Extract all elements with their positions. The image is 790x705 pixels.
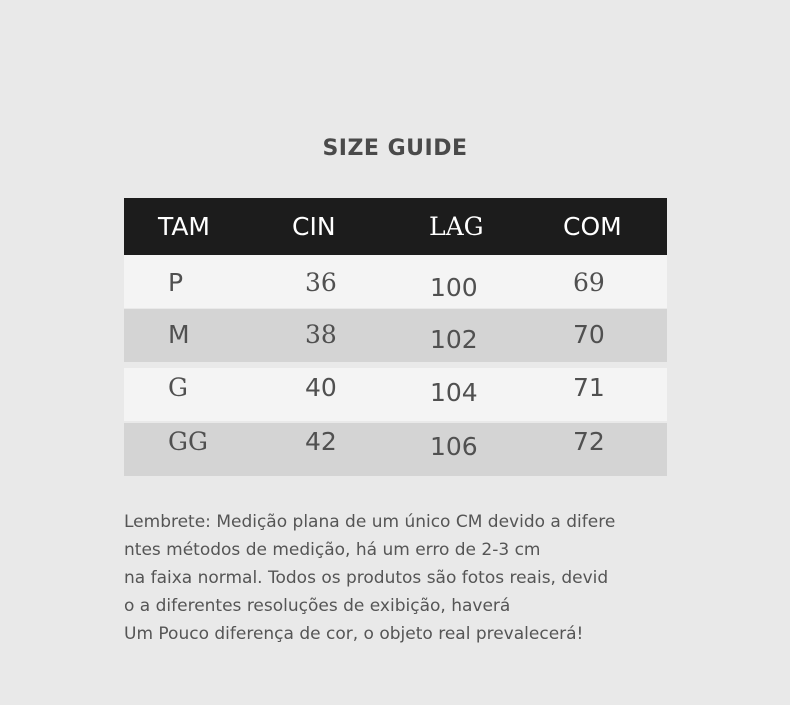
size-guide-table	[124, 198, 667, 476]
cell-lag: 104	[430, 378, 478, 407]
cell-cin: 38	[305, 320, 337, 349]
table-row	[124, 255, 667, 308]
note-line: Lembrete: Medição plana de um único CM devido a difere	[124, 512, 616, 532]
page-title: SIZE GUIDE	[322, 136, 468, 161]
cell-com: 69	[573, 268, 605, 297]
table-header-row	[124, 198, 667, 255]
cell-size: GG	[168, 427, 208, 456]
cell-lag: 100	[430, 273, 478, 302]
cell-com: 72	[573, 427, 605, 456]
header-lag: LAG	[429, 212, 484, 241]
note-line: na faixa normal. Todos os produtos são fotos reais, devid	[124, 568, 609, 588]
header-cin: CIN	[292, 212, 336, 241]
note-line: ntes métodos de medição, há um erro de 2-3 cm	[124, 540, 541, 560]
note-line: o a diferentes resoluções de exibição, haverá	[124, 596, 511, 616]
header-tam: TAM	[158, 212, 211, 241]
size-note	[124, 508, 704, 648]
cell-cin: 40	[305, 373, 337, 402]
cell-size: M	[168, 320, 190, 349]
table-row	[124, 309, 667, 362]
table-row	[124, 423, 667, 476]
cell-com: 71	[573, 373, 605, 402]
table-row	[124, 368, 667, 421]
note-line: Um Pouco diferença de cor, o objeto real prevalecerá!	[124, 624, 584, 644]
cell-cin: 42	[305, 427, 337, 456]
header-com: COM	[563, 212, 622, 241]
cell-com: 70	[573, 320, 605, 349]
cell-cin: 36	[305, 268, 337, 297]
cell-lag: 102	[430, 325, 478, 354]
cell-size: G	[168, 373, 188, 402]
cell-size: P	[168, 268, 184, 297]
cell-lag: 106	[430, 432, 478, 461]
